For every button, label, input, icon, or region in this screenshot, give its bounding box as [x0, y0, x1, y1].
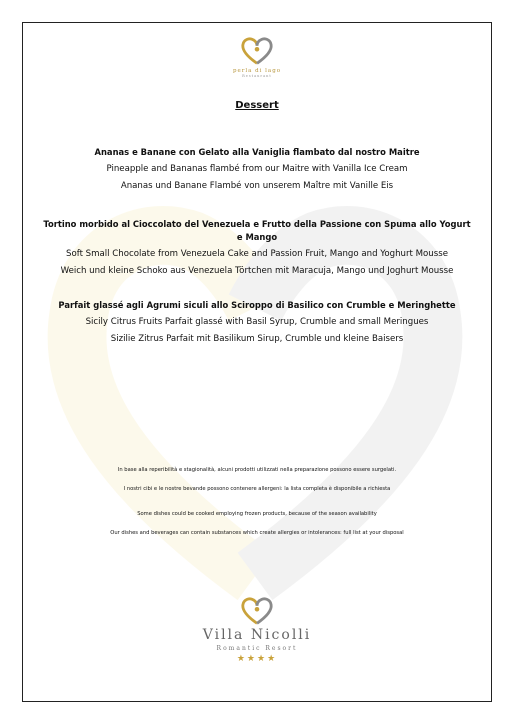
dish-name-german: Ananas und Banane Flambé von unserem Maître mit Vanille Eis — [120, 181, 394, 191]
logo-subtext: Restaurant — [242, 74, 272, 78]
heart-logo-icon — [239, 36, 275, 66]
dish-name-english: Pineapple and Bananas flambé from our Maitre with Vanilla Ice Cream — [106, 164, 408, 174]
dish-name-italian: Parfait glassé agli Agrumi siculi allo Sciroppo di Basilico con Crumble e Meringhette — [58, 300, 456, 310]
dish-name-german: Sizilie Zitrus Parfait mit Basilikum Sirup, Crumble und kleine Baisers — [110, 334, 404, 344]
rating-stars: ★★★★ — [236, 654, 278, 664]
brand-tagline: Romantic Resort — [216, 645, 298, 652]
note-italian-frozen: In base alla reperibilità e stagionalità, alcuni prodotti utilizzati nella preparazione possono essere surgelati. — [117, 467, 397, 473]
note-english-frozen: Some dishes could be cooked employing frozen products, because of the season availability — [137, 511, 377, 517]
top-logo — [0, 36, 514, 78]
note-english-allergens: Our dishes and beverages can contain substances which create allergies or intolerances: full list at your disposal — [110, 530, 404, 536]
brand-name: Villa Nicolli — [202, 627, 312, 643]
dish-item — [40, 299, 474, 346]
dish-name-english: Soft Small Chocolate from Venezuela Cake and Passion Fruit, Mango and Yoghurt Mousse — [65, 249, 448, 259]
bottom-logo — [0, 596, 514, 665]
dish-name-italian: Ananas e Banane con Gelato alla Vaniglia flambato dal nostro Maitre — [94, 147, 420, 157]
dish-list — [40, 146, 474, 371]
dish-name-german: Weich und kleine Schoko aus Venezuela Törtchen mit Maracuja, Mango und Joghurt Mousse — [60, 266, 454, 276]
section-title: Dessert — [235, 100, 279, 111]
dish-item — [40, 146, 474, 193]
logo-text: perla di lago — [232, 68, 282, 74]
heart-logo-icon — [239, 596, 275, 626]
dish-item — [40, 218, 474, 278]
notes — [40, 466, 474, 548]
note-italian-allergens: I nostri cibi e le nostre bevande possono contenere allergeni: la lista completa è disponibile a richiesta — [123, 486, 391, 492]
dish-name-english: Sicily Citrus Fruits Parfait glassé with Basil Syrup, Crumble and small Meringues — [85, 317, 429, 327]
dish-name-italian: Tortino morbido al Cioccolato del Venezuela e Frutto della Passione con Spuma allo Yogurt e Mango — [43, 219, 471, 242]
